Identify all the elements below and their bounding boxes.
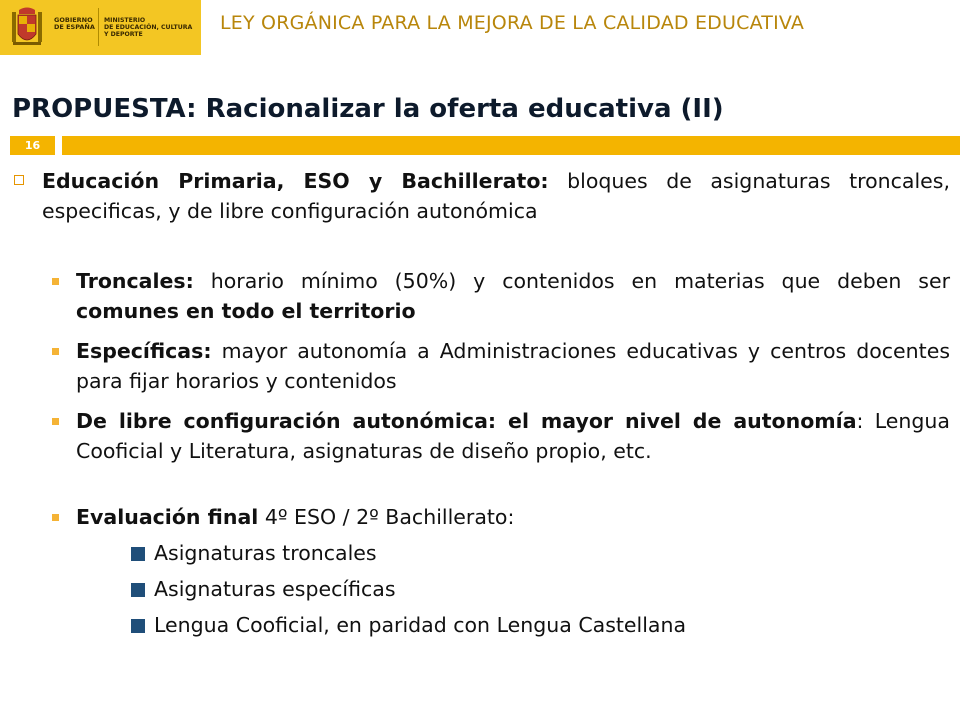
- bullet-troncales: [14, 266, 950, 326]
- bullet-text: horario mínimo (50%) y contenidos en materias que deben ser: [193, 269, 950, 293]
- bullet-text: : Lengua Cooficial y Literatura, asignaturas de diseño propio, etc.: [76, 409, 950, 463]
- bullet-primary-eso-bachillerato: [14, 166, 950, 226]
- bullet-text: mayor autonomía a Administraciones educativas y centros docentes para fijar horarios y contenidos: [76, 339, 950, 393]
- bullet-evaluacion-final: [14, 502, 950, 532]
- bullet-bold-text: Específicas:: [76, 339, 212, 363]
- filled-square-bullet-icon: [131, 547, 145, 561]
- square-bullet-icon: [52, 514, 59, 521]
- government-logo: [0, 0, 201, 55]
- header-title: LEY ORGÁNICA PARA LA MEJORA DE LA CALIDAD EDUCATIVA: [220, 12, 805, 34]
- bullet-text: bloques de asignaturas troncales, especificas, y de libre configuración autonómica: [42, 169, 950, 223]
- slide-title: PROPUESTA: Racionalizar la oferta educativa (II): [12, 94, 724, 124]
- slide-content: [14, 166, 950, 640]
- square-bullet-icon: [52, 348, 59, 355]
- bullet-bold-text: Evaluación final: [76, 505, 259, 529]
- government-label: GOBIERNO DE ESPAÑA: [54, 16, 95, 31]
- logo-divider: [98, 8, 99, 46]
- bullet-bold-text: Educación Primaria, ESO y Bachillerato:: [42, 169, 549, 193]
- bullet-text: 4º ESO / 2º Bachillerato:: [258, 505, 515, 529]
- slide-number: 16: [10, 136, 55, 155]
- list-item: Asignaturas específicas: [14, 574, 950, 604]
- filled-square-bullet-icon: [131, 619, 145, 633]
- ministry-label: MINISTERIO DE EDUCACIÓN, CULTURA Y DEPORTE: [104, 17, 193, 38]
- title-rule: [62, 136, 960, 155]
- square-bullet-icon: [52, 278, 59, 285]
- bullet-bold-text: Troncales:: [76, 269, 194, 293]
- bullet-bold-text: De libre configuración autonómica: el mayor nivel de autonomía: [76, 409, 857, 433]
- bullet-bold-text: comunes en todo el territorio: [76, 299, 416, 323]
- list-item: Lengua Cooficial, en paridad con Lengua Castellana: [14, 610, 950, 640]
- bullet-libre-configuracion: [14, 406, 950, 466]
- coat-of-arms-icon: [10, 6, 44, 48]
- bullet-especificas: [14, 336, 950, 396]
- hollow-square-bullet-icon: [14, 175, 24, 185]
- filled-square-bullet-icon: [131, 583, 145, 597]
- list-item: Asignaturas troncales: [14, 538, 950, 568]
- square-bullet-icon: [52, 418, 59, 425]
